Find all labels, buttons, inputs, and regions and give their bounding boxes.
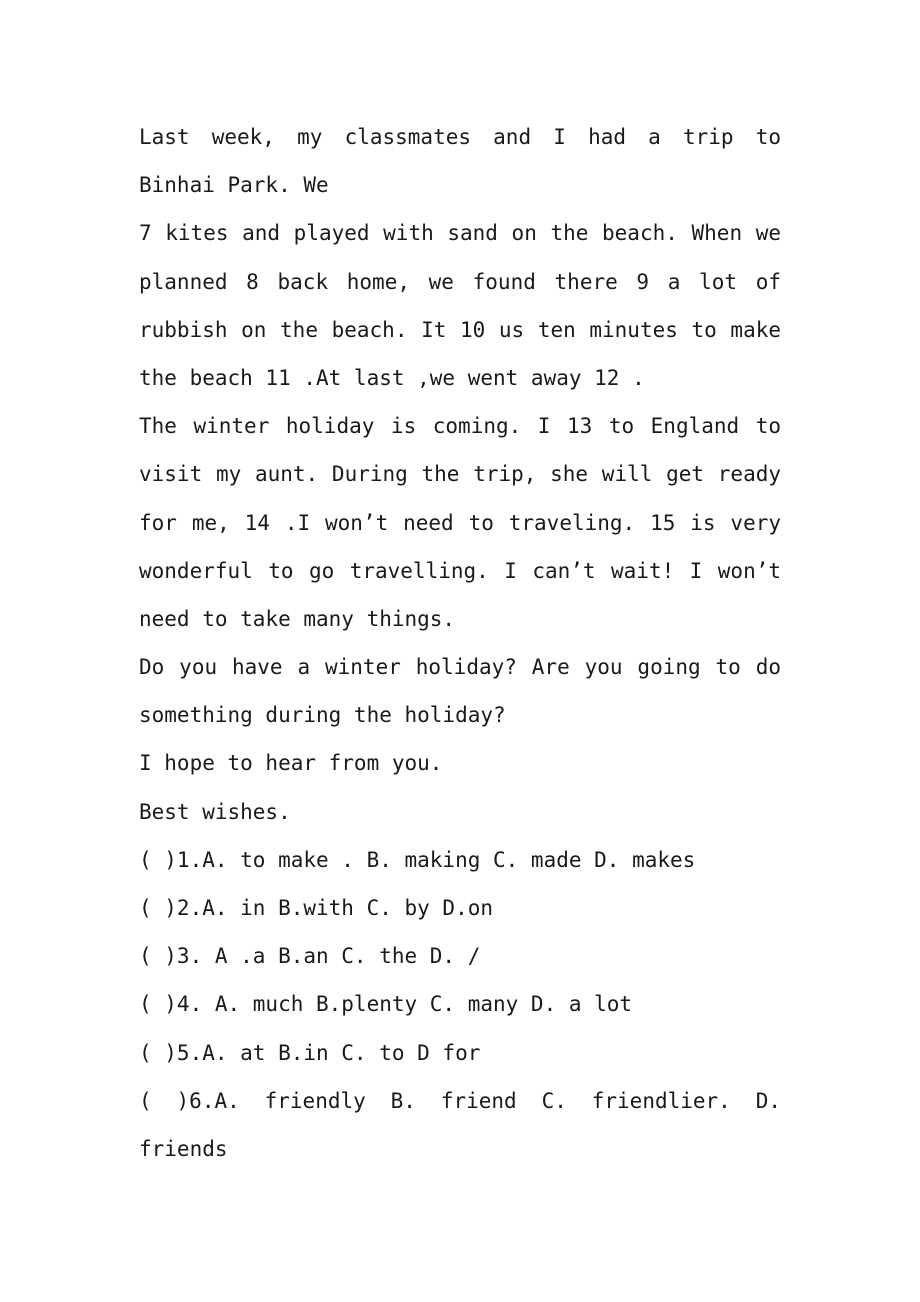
passage-line: Binhai Park. We xyxy=(139,173,329,198)
question-item: ( )4. A. much B.plenty C. many D. a lot xyxy=(139,992,633,1017)
question-item: ( )5.A. at B.in C. to D for xyxy=(139,1040,481,1065)
question-item: ( )2.A. in B.with C. by D.on xyxy=(139,896,494,920)
passage-line: rubbish on the beach. It 10 us ten minutes to make xyxy=(139,317,781,342)
passage-line: Best wishes. xyxy=(139,799,291,824)
passage-line: Last week, my classmates and I had a trip to xyxy=(139,125,781,149)
passage-line: wonderful to go travelling. I can’t wait! I won’t xyxy=(139,558,781,583)
question-item: ( )6.A. friendly B. friend C. friendlier. D. xyxy=(139,1088,781,1113)
passage-line: something during the holiday? xyxy=(139,703,506,728)
passage-line: I hope to hear from you. xyxy=(139,751,443,776)
question-item: ( )1.A. to make . B. making C. made D. makes xyxy=(139,847,696,872)
question-item: ( )3. A .a B.an C. the D. / xyxy=(139,944,481,969)
passage-line: visit my aunt. During the trip, she will get ready xyxy=(139,462,781,487)
passage-line: need to take many things. xyxy=(139,606,456,631)
document-body xyxy=(139,113,781,1173)
passage-line: The winter holiday is coming. I 13 to England to xyxy=(139,414,781,439)
passage-line: for me, 14 .I won’t need to traveling. 15 is very xyxy=(139,510,781,535)
question-item-continuation: friends xyxy=(139,1136,228,1161)
passage-line: the beach 11 .At last ,we went away 12 . xyxy=(139,365,645,390)
passage-line: Do you have a winter holiday? Are you going to do xyxy=(139,655,781,680)
passage-line: 7 kites and played with sand on the beach. When we xyxy=(139,221,781,246)
passage-line: planned 8 back home, we found there 9 a lot of xyxy=(139,269,781,294)
